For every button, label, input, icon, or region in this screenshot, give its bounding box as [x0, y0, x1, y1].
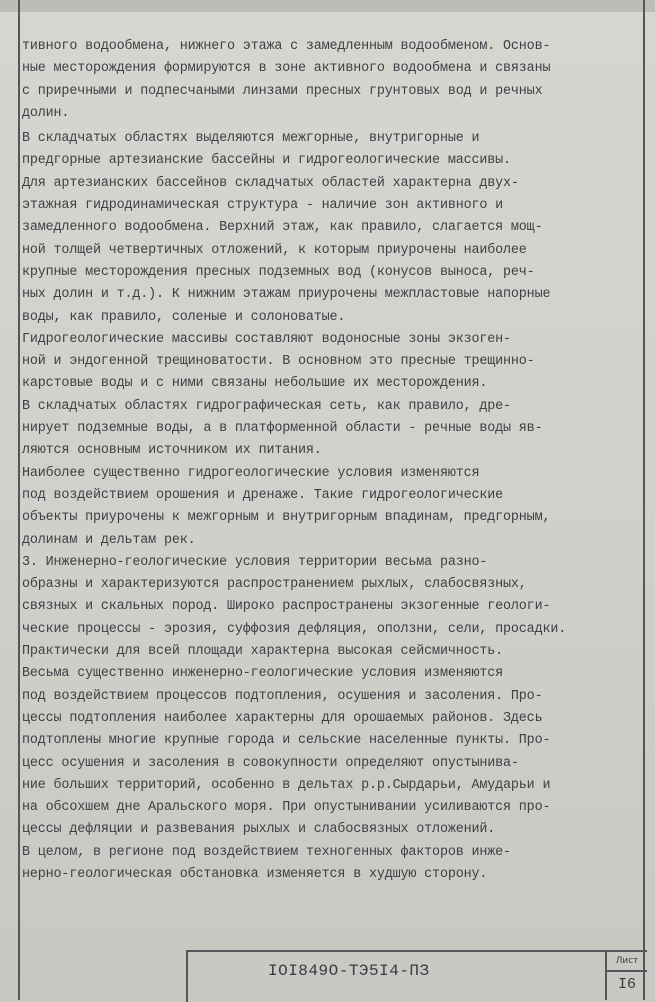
text-line: цесс осушения и засоления в совокупности определяют опустынива- [22, 755, 519, 771]
text-line: тивного водообмена, нижнего этажа с замедленным водообменом. Основ- [22, 39, 551, 54]
text-line: на обсохшем дне Аральского моря. При опустынивании усиливаются про- [22, 800, 551, 816]
text-line: крупные месторождения пресных подземных вод (конусов выноса, реч- [22, 264, 535, 280]
page-top-edge [0, 0, 655, 12]
text-line: нирует подземные воды, а в платформенной области - речные воды яв- [22, 421, 543, 437]
text-line: ной толщей четвертичных отложений, к которым приурочены наиболее [22, 242, 527, 258]
text-line: ные месторождения формируются в зоне активного водообмена и связаны [22, 61, 551, 77]
text-line: долинам и дельтам рек. [22, 532, 196, 548]
text-line: нерно-геологическая обстановка изменяется в худшую сторону. [22, 866, 488, 882]
text-line: долин. [22, 105, 70, 121]
sheet-number: I6 [617, 976, 636, 993]
text-line: образны и характеризуются распространением рыхлых, слабосвязных, [22, 577, 527, 593]
text-line: В складчатых областях выделяются межгорные, внутригорные и [22, 131, 480, 147]
text-line: ческие процессы - эрозия, суффозия дефляция, оползни, сели, просадки. [22, 621, 567, 637]
text-line: ние больших территорий, особенно в дельтах р.р.Сырдарьи, Амударьи и [22, 777, 551, 793]
text-line: В целом, в регионе под воздействием техногенных факторов инже- [22, 844, 511, 860]
text-line: ляются основным источником их питания. [22, 443, 322, 459]
text-line: 3. Инженерно-геологические условия территории весьма разно- [22, 554, 488, 570]
document-code: IOI849O-ТЭ5I4-ПЗ [268, 962, 430, 980]
text-line: цессы подтопления наиболее характерны для орошаемых районов. Здесь [22, 710, 543, 726]
text-line: предгорные артезианские бассейны и гидрогеологические массивы. [22, 153, 511, 169]
title-block [186, 950, 647, 1002]
text-line: этажная гидродинамическая структура - наличие зон активного и [22, 198, 504, 214]
frame-right-border [643, 0, 645, 1000]
text-line: ной и эндогенной трещиноватости. В основном это пресные трещинно- [22, 354, 535, 370]
text-line: В складчатых областях гидрографическая сеть, как правило, дре- [22, 398, 511, 414]
text-line: Весьма существенно инженерно-геологические условия изменяются [22, 666, 504, 682]
text-line: с приречными и подпесчаными линзами пресных грунтовых вод и речных [22, 83, 543, 99]
text-line: под воздействием орошения и дренаже. Такие гидрогеологические [22, 487, 504, 503]
text-line: цессы дефляции и развевания рыхлых и слабосвязных отложений. [22, 822, 496, 838]
text-line: Для артезианских бассейнов складчатых областей характерна двух- [22, 175, 519, 191]
text-line: объекты приурочены к межгорным и внутригорным впадинам, предгорным, [22, 510, 551, 526]
text-line: Практически для всей площади характерна высокая сейсмичность. [22, 644, 504, 660]
text-line: замедленного водообмена. Верхний этаж, как правило, слагается мощ- [22, 220, 543, 236]
sheet-cell [605, 952, 647, 1000]
text-line: подтоплены многие крупные города и сельские населенные пункты. Про- [22, 733, 551, 749]
frame-left-border [18, 0, 20, 1000]
text-line: ных долин и т.д.). К нижним этажам приурочены межпластовые напорные [22, 287, 551, 303]
text-line: карстовые воды и с ними связаны небольшие их месторождения. [22, 376, 488, 392]
text-line: Гидрогеологические массивы составляют водоносные зоны экзоген- [22, 331, 511, 347]
body-text [22, 36, 634, 886]
text-line: Наиболее существенно гидрогеологические условия изменяются [22, 465, 480, 481]
sheet-label: Лист [607, 952, 647, 972]
text-line: связных и скальных пород. Широко распространены экзогенные геологи- [22, 599, 551, 615]
text-line: воды, как правило, соленые и солоноватые. [22, 309, 346, 325]
text-line: под воздействием процессов подтопления, осушения и засоления. Про- [22, 688, 543, 704]
